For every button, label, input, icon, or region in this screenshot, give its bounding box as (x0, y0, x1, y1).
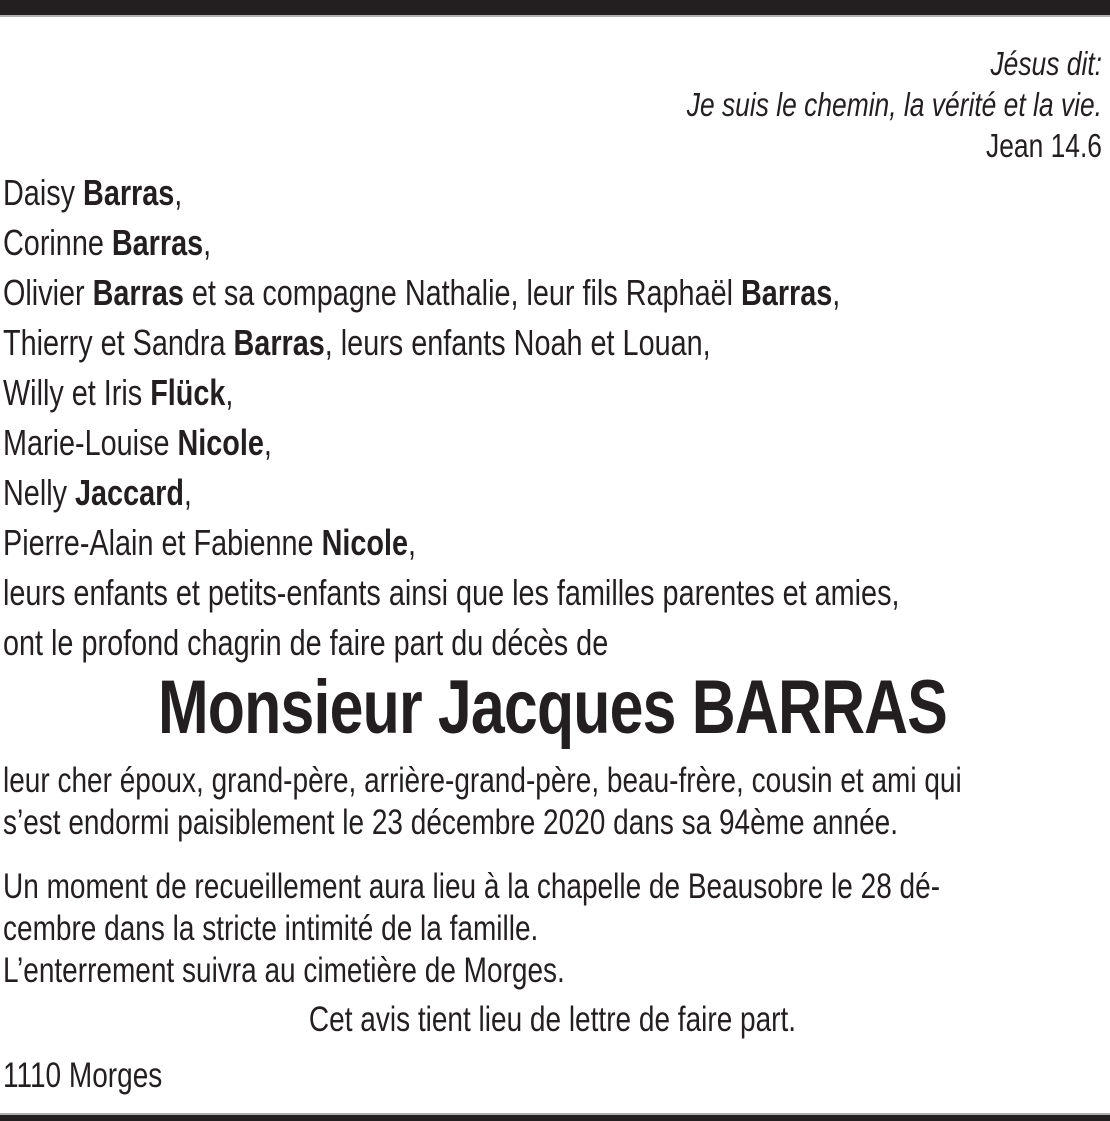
family-surname: Barras (92, 272, 184, 313)
family-line (3, 168, 882, 218)
family-text: , (225, 372, 234, 413)
family-announcement-list (3, 168, 1102, 668)
text-line: Un moment de recueillement aura lieu à la chapelle de Beausobre le 28 dé- (3, 867, 941, 906)
family-surname: Flück (150, 372, 226, 413)
family-surname: Barras (233, 322, 325, 363)
scripture-epigraph (3, 43, 1102, 166)
family-surname: Nicole (177, 422, 264, 463)
family-text: , (408, 522, 417, 563)
text-line: s’est endormi paisiblement le 23 décembre 2020 dans sa 94ème année. (3, 803, 899, 842)
family-text: , (263, 422, 272, 463)
family-text: , (832, 272, 841, 313)
family-surname: Barras (111, 222, 204, 263)
family-text: Daisy (3, 172, 84, 213)
family-surname: Barras (741, 272, 833, 313)
tribute-paragraph (3, 760, 1102, 844)
ceremony-details-paragraph (3, 866, 1102, 992)
text-line: L’enterrement suivra au cimetière de Morges. (3, 951, 565, 990)
family-text: ont le profond chagrin de faire part du décès de (3, 622, 609, 663)
family-text: et sa compagne Nathalie, leur fils Raphaël (183, 272, 742, 313)
family-line (3, 418, 882, 468)
family-line (3, 568, 900, 618)
family-text: , (174, 172, 183, 213)
family-line (3, 268, 882, 318)
epigraph-reference: Jean 14.6 (986, 127, 1102, 164)
family-line (3, 368, 882, 418)
family-line (3, 318, 882, 368)
family-surname: Barras (83, 172, 175, 213)
obituary-notice (0, 43, 1110, 1097)
text-line: cembre dans la stricte intimité de la famille. (3, 909, 539, 948)
family-text: Thierry et Sandra (3, 322, 234, 363)
family-line (3, 618, 882, 668)
family-text: Nelly (3, 472, 76, 513)
epigraph-quote: Je suis le chemin, la vérité et la vie. (686, 86, 1102, 123)
family-text: Marie-Louise (3, 422, 178, 463)
family-surname: Nicole (321, 522, 409, 563)
family-line (3, 468, 882, 518)
family-text: Willy et Iris (3, 372, 151, 413)
family-text: , (183, 472, 192, 513)
family-line (3, 518, 882, 568)
family-text: Pierre-Alain et Fabienne (3, 522, 322, 563)
family-surname: Jaccard (75, 472, 184, 513)
text-line: leur cher époux, grand-père, arrière-grand-père, beau-frère, cousin et ami qui (3, 761, 962, 800)
family-text: leurs enfants et petits-enfants ainsi que les familles parentes et amies, (3, 572, 900, 613)
family-text: Corinne (3, 222, 112, 263)
family-text: , (203, 222, 212, 263)
bottom-border-bar (0, 1113, 1110, 1121)
deceased-name-title: Monsieur Jacques BARRAS (157, 665, 948, 750)
family-text: Olivier (3, 272, 93, 313)
epigraph-attribution-intro: Jésus dit: (990, 45, 1102, 82)
place-line: 1110 Morges (3, 1056, 163, 1095)
family-line (3, 218, 882, 268)
closing-notice: Cet avis tient lieu de lettre de faire part. (308, 1000, 797, 1039)
family-text: , leurs enfants Noah et Louan, (324, 322, 711, 363)
top-border-bar (0, 0, 1110, 17)
